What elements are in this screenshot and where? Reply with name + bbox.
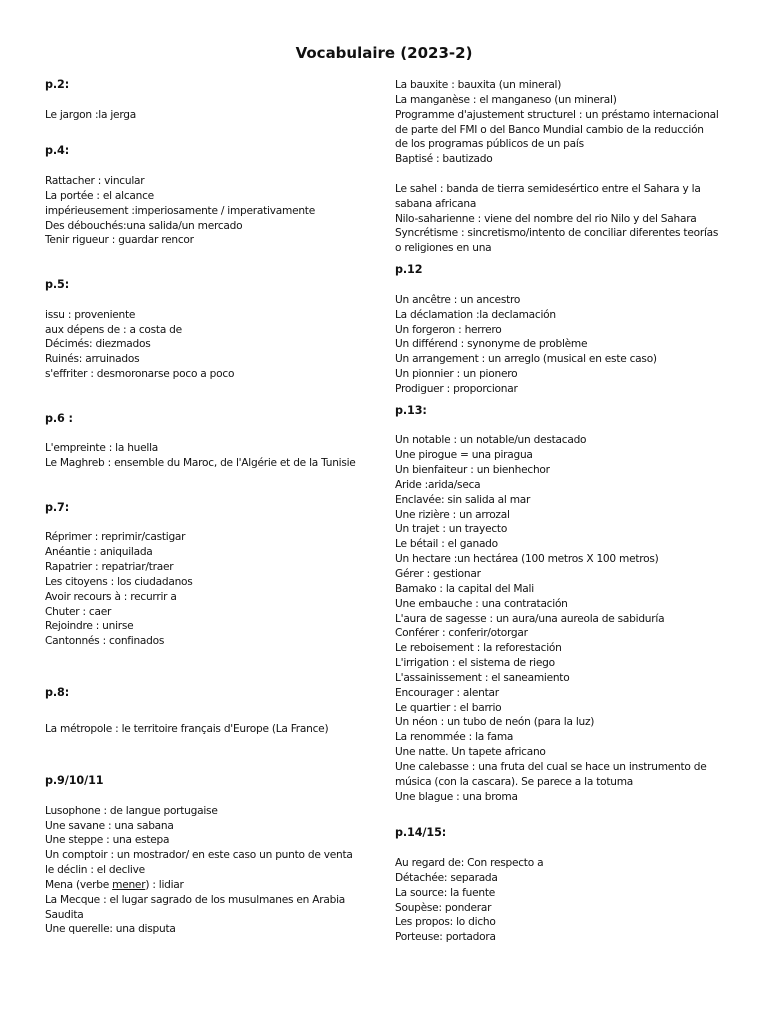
vocab-entry: Cantonnés : confinados [45, 635, 165, 648]
section-heading: p.4: [45, 144, 70, 158]
section-heading: p.9/10/11 [45, 773, 104, 787]
vocab-entry: L'aura de sagesse : un aura/una aureola de sabiduría [395, 612, 665, 625]
section-p2 [45, 78, 375, 123]
vocab-entry: Un bienfaiteur : un bienhechor [395, 464, 550, 477]
vocab-entry: Gérer : gestionar [395, 568, 481, 580]
vocab-entry: Porteuse: portadora [395, 931, 496, 944]
vocab-entry: aux dépens de : a costa de [45, 323, 182, 336]
vocab-entry: Un comptoir : un mostrador/ en este caso un punto de venta [45, 849, 353, 862]
vocab-entry: Une pirogue = una piragua [395, 449, 533, 462]
section-heading: p.13: [395, 403, 427, 417]
vocab-entry: Bamako : la capital del Mali [395, 582, 534, 595]
mena-prefix: Mena (verbe [45, 878, 113, 891]
vocab-entry: o religiones en una [395, 242, 492, 255]
vocab-entry: Le bétail : el ganado [395, 538, 498, 551]
document-title: Vocabulaire (2023-2) [295, 44, 473, 62]
vocab-entry: impérieusement :imperiosamente / imperativamente [45, 204, 315, 217]
vocab-entry: Un arrangement : un arreglo (musical en este caso) [395, 353, 657, 366]
vocab-entry: Nilo-saharienne : viene del nombre del rio Nilo y del Sahara [395, 212, 697, 225]
section-heading: p.14/15: [395, 826, 447, 840]
vocab-entry: sabana africana [395, 197, 477, 210]
vocab-entry: L'empreinte : la huella [45, 442, 159, 455]
vocab-entry: Le reboisement : la reforestación [395, 642, 562, 655]
section-p5 [45, 278, 375, 382]
vocab-entry: Programme d'ajustement structurel : un préstamo internacional [395, 108, 719, 121]
vocab-entry: Saudita [45, 908, 84, 921]
vocab-entry: Baptisé : bautizado [395, 153, 493, 166]
section-heading: p.7: [45, 500, 70, 514]
vocab-entry: Détachée: separada [395, 871, 498, 884]
vocab-entry: Des débouchés:una salida/un mercado [45, 219, 243, 232]
section-p4 [45, 144, 375, 248]
section-p12 [395, 263, 740, 397]
vocab-entry: Ruinés: arruinados [45, 353, 140, 366]
vocab-entry: La déclamation :la declamación [395, 308, 556, 321]
vocab-entry: Les propos: lo dicho [395, 916, 496, 929]
vocab-entry: La métropole : le territoire français d'Europe (La France) [45, 723, 329, 736]
vocab-entry: L'assainissement : el saneamiento [395, 671, 570, 684]
vocab-entry-mena [45, 878, 375, 893]
vocab-entry: Un néon : un tubo de neón (para la luz) [395, 716, 595, 729]
vocab-entry: Un hectare :un hectárea (100 metros X 100 metros) [395, 553, 659, 566]
vocab-entry: La renommée : la fama [395, 731, 514, 744]
left-column [45, 78, 375, 937]
vocab-entry: de parte del FMI o del Banco Mundial cambio de la reducción [395, 123, 704, 136]
vocab-entry: Enclavée: sin salida al mar [395, 493, 531, 506]
vocab-entry: Réprimer : reprimir/castigar [45, 531, 186, 544]
vocab-entry: le déclin : el declive [45, 864, 145, 877]
vocab-entry: música (con la cascara). Se parece a la totuma [395, 775, 634, 788]
vocab-entry: Rattacher : vincular [45, 175, 145, 188]
mena-suffix: ) : lidiar [145, 878, 184, 891]
vocab-entry: Une embauche : una contratación [395, 597, 568, 610]
vocab-entry: Un différend : synonyme de problème [395, 338, 588, 351]
vocab-entry: Rejoindre : unirse [45, 620, 134, 633]
section-p7 [45, 501, 375, 649]
vocab-entry: issu : proveniente [45, 308, 136, 321]
section-continued [395, 78, 740, 256]
vocab-entry: La Mecque : el lugar sagrado de los musulmanes en Arabia [45, 893, 346, 906]
vocab-entry: Un notable : un notable/un destacado [395, 434, 587, 447]
section-heading: p.5: [45, 277, 70, 291]
vocab-entry: Au regard de: Con respecto a [395, 857, 544, 870]
section-p8 [45, 686, 375, 738]
vocab-entry: Le jargon :la jerga [45, 108, 136, 121]
vocab-entry: Décimés: diezmados [45, 338, 151, 351]
vocab-entry: Le sahel : banda de tierra semidesértico entre el Sahara y la [395, 182, 701, 195]
vocab-entry: Tenir rigueur : guardar rencor [45, 234, 194, 247]
section-heading: p.2: [45, 78, 70, 91]
vocab-entry: Une savane : una sabana [45, 819, 174, 832]
vocab-entry: L'irrigation : el sistema de riego [395, 657, 555, 670]
vocab-entry: Un ancêtre : un ancestro [395, 293, 521, 306]
vocab-entry: Anéantie : aniquilada [45, 546, 153, 559]
vocab-entry: Avoir recours à : recurrir a [45, 590, 177, 603]
section-p14-15 [395, 826, 740, 945]
vocab-entry: Chuter : caer [45, 605, 112, 618]
vocab-entry: de los programas públicos de un país [395, 138, 584, 151]
vocab-entry: Rapatrier : repatriar/traer [45, 561, 174, 573]
vocab-entry: Un pionnier : un pionero [395, 368, 518, 381]
vocab-entry: Une natte. Un tapete africano [395, 746, 546, 759]
vocab-entry: La bauxite : bauxita (un mineral) [395, 79, 562, 91]
vocab-entry: Un forgeron : herrero [395, 323, 502, 336]
vocab-entry: Conférer : conferir/otorgar [395, 627, 528, 640]
vocab-entry: Lusophone : de langue portugaise [45, 804, 218, 817]
vocab-entry: Syncrétisme : sincretismo/intento de conciliar diferentes teorías [395, 227, 719, 240]
vocab-entry: Une steppe : una estepa [45, 834, 170, 847]
vocab-entry: Une querelle: una disputa [45, 923, 176, 936]
vocab-entry: Les citoyens : los ciudadanos [45, 575, 193, 588]
right-column [395, 78, 740, 945]
vocab-entry: Une blague : una broma [395, 790, 518, 803]
vocab-entry: Encourager : alentar [395, 686, 499, 699]
vocab-entry: Un trajet : un trayecto [395, 523, 508, 536]
vocab-entry: La source: la fuente [395, 886, 496, 899]
vocab-entry: La manganèse : el manganeso (un mineral) [395, 93, 617, 106]
section-p6 [45, 412, 375, 471]
vocab-entry: Une rizière : un arrozal [395, 508, 510, 521]
vocab-entry: Prodiguer : proporcionar [395, 382, 518, 395]
section-heading: p.12 [395, 263, 423, 277]
vocab-entry: Aride :arida/seca [395, 478, 481, 491]
vocab-entry: Une calebasse : una fruta del cual se hace un instrumento de [395, 760, 707, 773]
vocab-entry: La portée : el alcance [45, 189, 154, 202]
section-p13 [395, 404, 740, 805]
section-heading: p.6 : [45, 411, 73, 425]
section-heading: p.8: [45, 685, 70, 699]
vocab-entry: s'effriter : desmoronarse poco a poco [45, 368, 235, 381]
vocab-entry: Le quartier : el barrio [395, 701, 502, 714]
mena-underlined-word: mener [112, 878, 146, 891]
vocab-entry: Soupèse: ponderar [395, 901, 492, 914]
section-p9-11 [45, 774, 375, 937]
vocab-entry: Le Maghreb : ensemble du Maroc, de l'Algérie et de la Tunisie [45, 457, 356, 470]
